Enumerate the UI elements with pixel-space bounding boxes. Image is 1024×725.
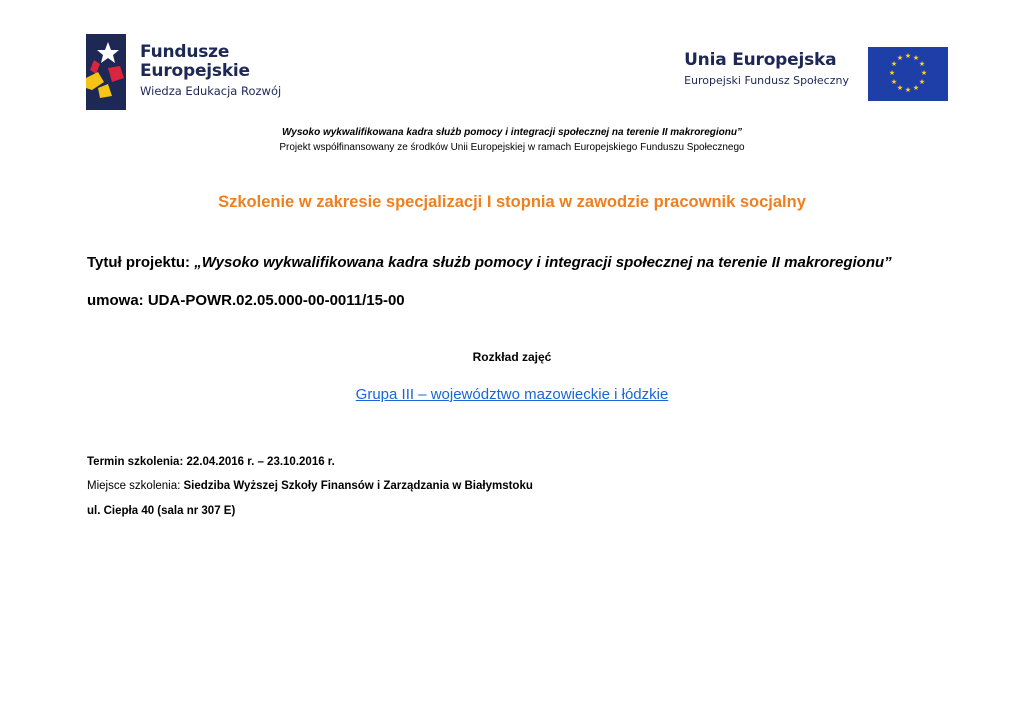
svg-text:★: ★ — [890, 78, 898, 86]
training-place-label: Miejsce szkolenia: — [87, 480, 184, 492]
svg-text:★: ★ — [912, 54, 920, 62]
group-link[interactable]: Grupa III – województwo mazowieckie i łódzkie — [355, 386, 669, 403]
training-place — [87, 480, 533, 492]
contract-number: umowa: UDA-POWR.02.05.000-00-0011/15-00 — [87, 292, 405, 309]
svg-text:★: ★ — [888, 69, 896, 77]
svg-text:★: ★ — [912, 84, 920, 92]
svg-text:★: ★ — [918, 60, 926, 68]
schedule-heading: Rozkład zajęć — [472, 350, 552, 364]
fe-logo-line3: Wiedza Edukacja Rozwój — [140, 84, 282, 98]
document-title: Szkolenie w zakresie specjalizacji I stopnia w zawodzie pracownik socjalny — [218, 193, 806, 211]
ue-logo-line2: Europejski Fundusz Społeczny — [684, 74, 849, 87]
training-address: ul. Ciepła 40 (sala nr 307 E) — [87, 505, 236, 517]
project-name-subheader: Wysoko wykwalifikowana kadra służb pomocy i integracji społecznej na terenie II makroregionu” — [282, 127, 742, 138]
ue-logo-line1: Unia Europejska — [684, 50, 837, 70]
training-place-value: Siedziba Wyższej Szkoły Finansów i Zarządzania w Białymstoku — [183, 480, 533, 492]
fe-logo-line2: Europejskie — [140, 61, 250, 81]
project-title-value: „Wysoko wykwalifikowana kadra służb pomocy i integracji społecznej na terenie II makroregionu” — [194, 254, 892, 271]
unia-europejska-logo-text — [684, 52, 849, 86]
fe-star-flag-icon — [86, 34, 126, 110]
fe-logo-line1: Fundusze — [140, 42, 230, 62]
group-heading — [0, 386, 1024, 403]
svg-text:★: ★ — [920, 69, 928, 77]
eu-flag-icon — [868, 47, 948, 101]
svg-text:★: ★ — [896, 84, 904, 92]
svg-text:★: ★ — [918, 78, 926, 86]
cofinancing-note: Projekt współfinansowany ze środków Unii Europejskiej w ramach Europejskiego Funduszu Społecznego — [279, 142, 745, 153]
fundusze-europejskie-logo — [86, 34, 296, 110]
project-title-line — [87, 254, 892, 271]
svg-text:★: ★ — [904, 52, 912, 60]
training-term: Termin szkolenia: 22.04.2016 r. – 23.10.2016 r. — [87, 456, 335, 468]
svg-text:★: ★ — [904, 86, 912, 94]
svg-text:★: ★ — [896, 54, 904, 62]
project-title-label: Tytuł projektu: — [87, 254, 195, 271]
svg-text:★: ★ — [890, 60, 898, 68]
